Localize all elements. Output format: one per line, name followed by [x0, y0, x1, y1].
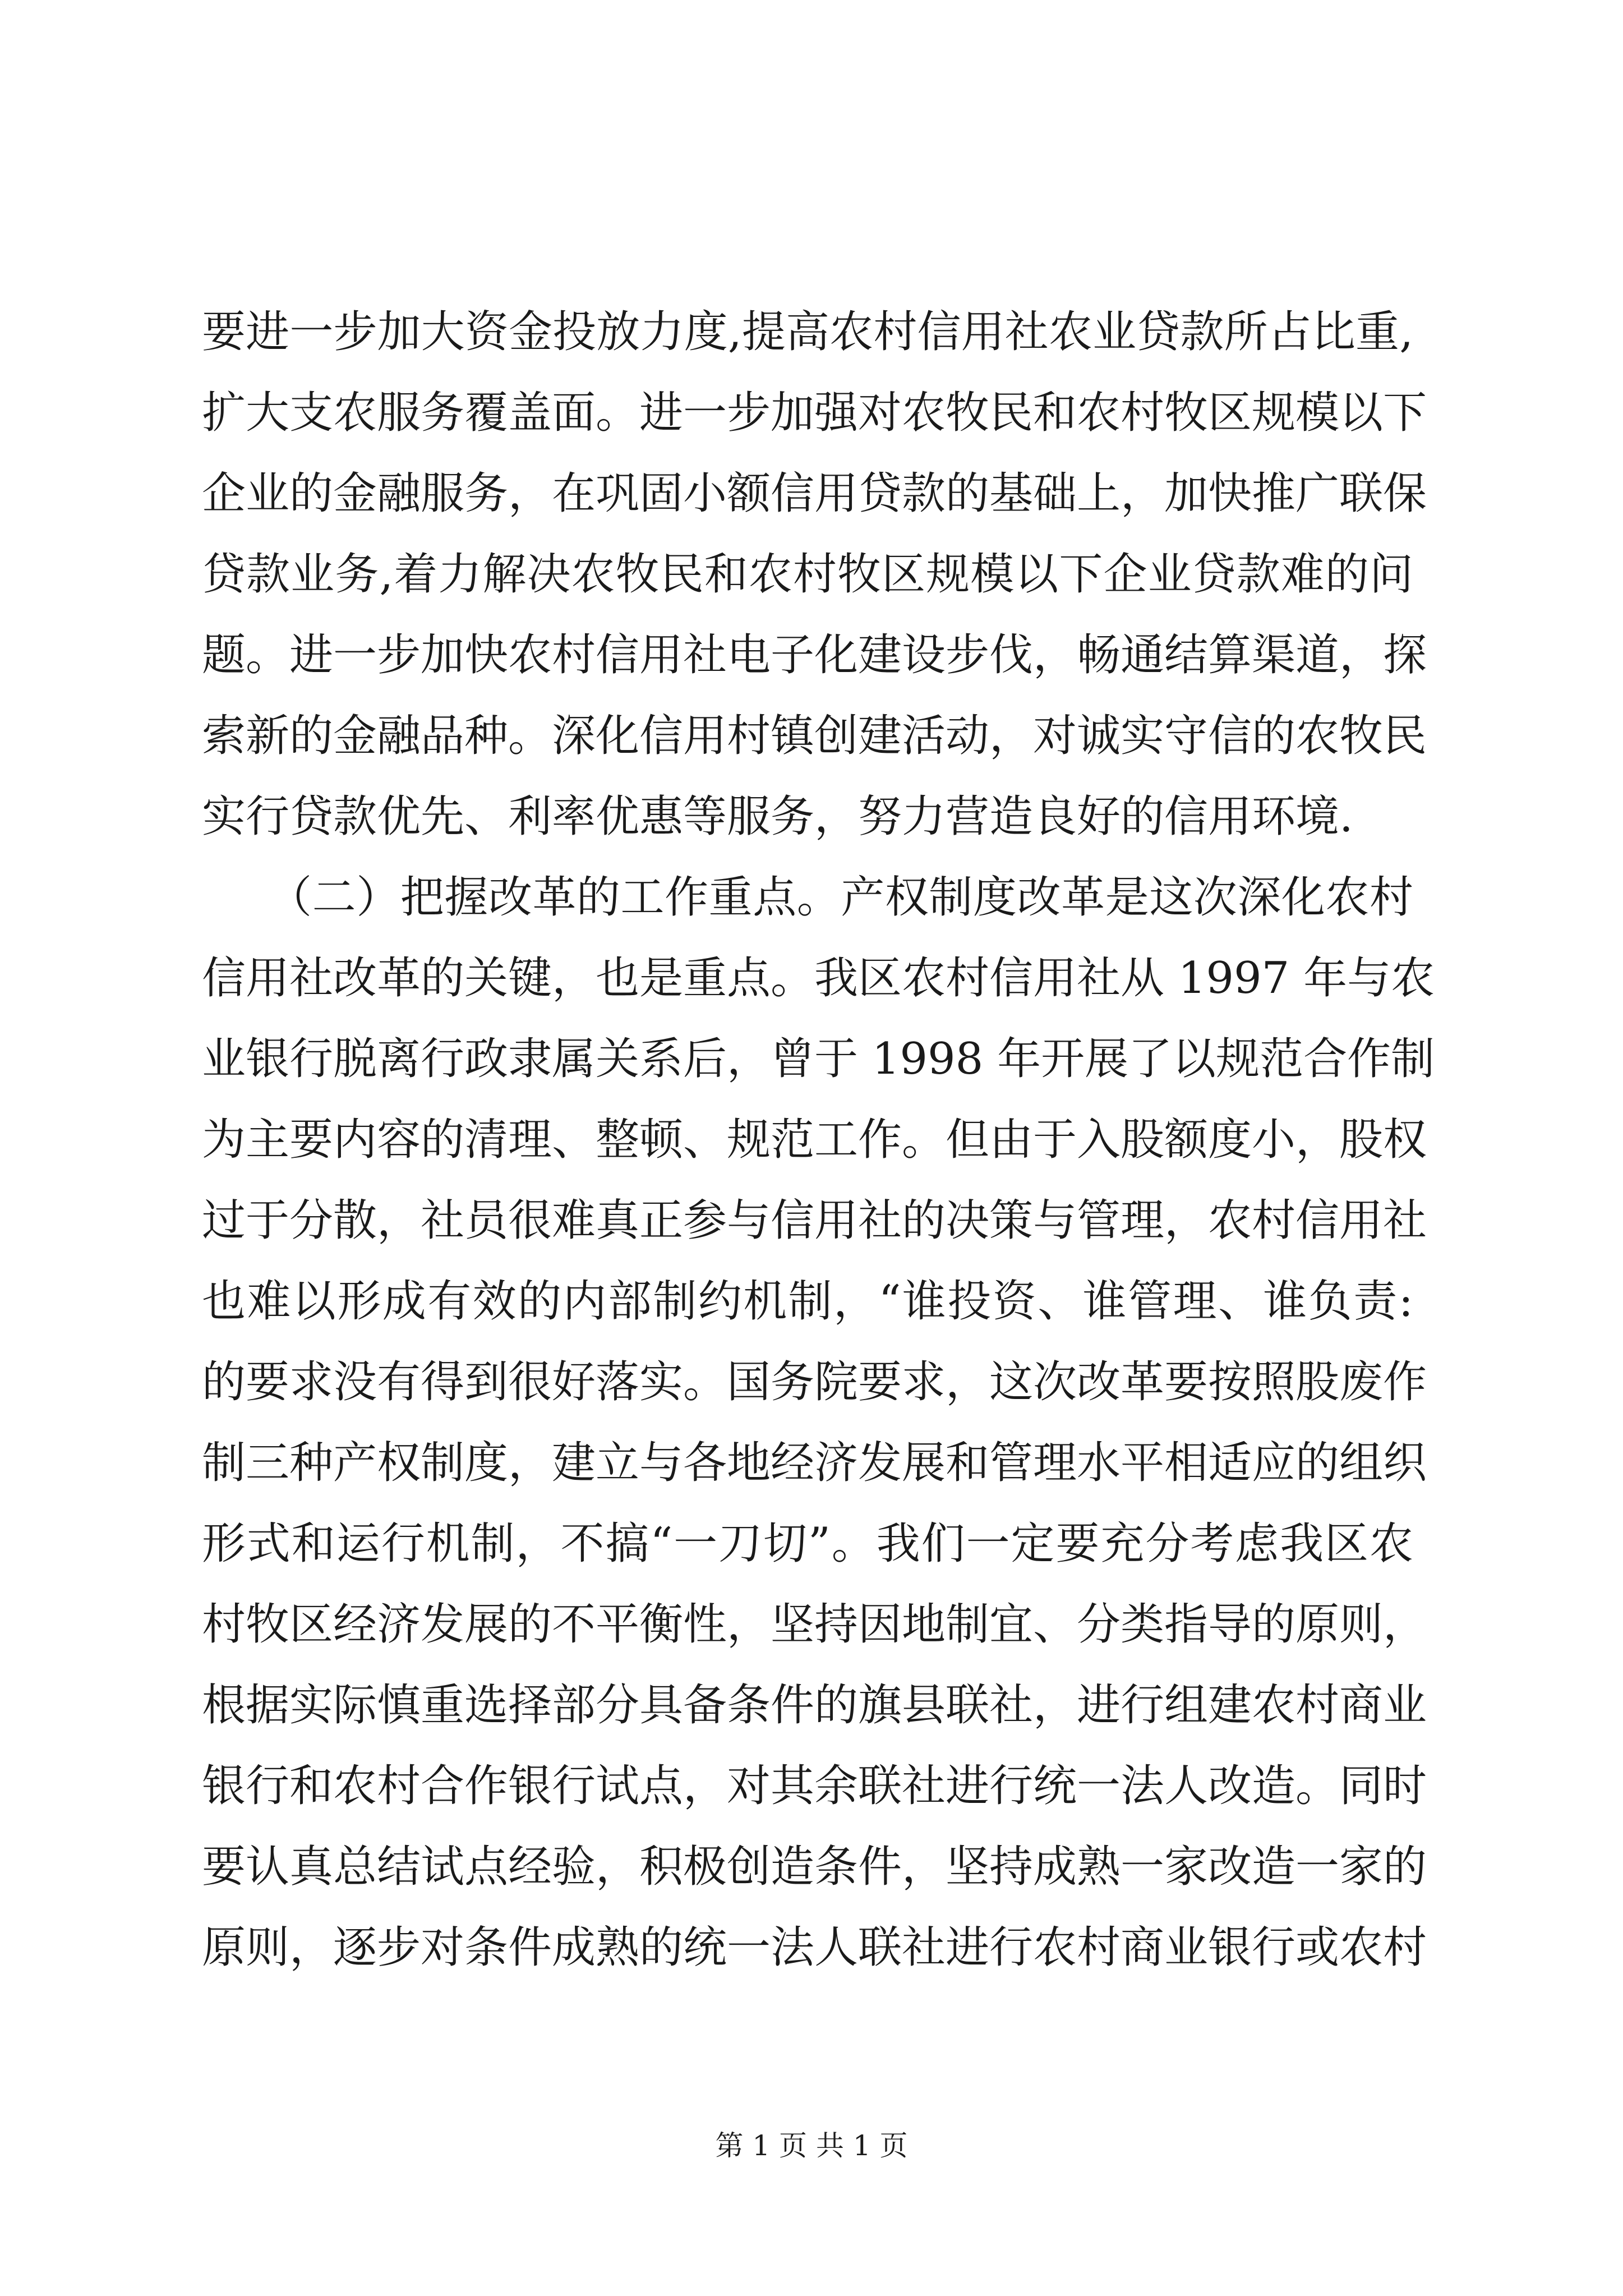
text-line: 信用社改革的关键，也是重点。我区农村信用社从 1997 年与农: [202, 953, 1435, 1004]
text-line: 业银行脱离行政隶属关系后，曾于 1998 年开展了以规范合作制: [202, 1034, 1435, 1084]
text-line: 要进一步加大资金投放力度,提高农村信用社农业贷款所占比重,: [202, 307, 1413, 357]
body-text: [202, 292, 1435, 1988]
text-line: 为主要内容的清理、整顿、规范工作。但由于入股额度小，股权: [202, 1115, 1427, 1165]
text-line: 形式和运行机制，不搞“一刀切”。我们一定要充分考虑我区农: [202, 1519, 1413, 1569]
text-line: 题。进一步加快农村信用社电子化建设步伐，畅通结算渠道，探: [202, 630, 1427, 680]
text-line: 要认真总结试点经验，积极创造条件，坚持成熟一家改造一家的: [202, 1842, 1427, 1892]
text-line: 制三种产权制度，建立与各地经济发展和管理水平相适应的组织: [202, 1438, 1427, 1488]
text-line: 扩大支农服务覆盖面。进一步加强对农牧民和农村牧区规模以下: [202, 388, 1427, 438]
text-line: 过于分散，社员很难真正参与信用社的决策与管理，农村信用社: [202, 1195, 1427, 1246]
text-line: 的要求没有得到很好落实。国务院要求，这次改革要按照股废作: [202, 1357, 1427, 1407]
text-line: 贷款业务,着力解决农牧民和农村牧区规模以下企业贷款难的问: [202, 549, 1413, 600]
text-line: 实行贷款优先、利率优惠等服务，努力营造良好的信用环境.: [202, 792, 1353, 842]
page-number-label: 第 1 页 共 1 页: [715, 2129, 908, 2162]
text-line: 银行和农村合作银行试点，对其余联社进行统一法人改造。同时: [202, 1761, 1427, 1811]
text-line: 索新的金融品种。深化信用村镇创建活动，对诚实守信的农牧民: [202, 711, 1427, 761]
text-line: （二）把握改革的工作重点。产权制度改革是这次深化农村: [202, 872, 1413, 923]
text-line: 也难以形成有效的内部制约机制，“谁投资、谁管理、谁负责:: [202, 1276, 1413, 1327]
text-line: 原则，逐步对条件成熟的统一法人联社进行农村商业银行或农村: [202, 1922, 1427, 1973]
text-line: 企业的金融服务，在巩固小额信用贷款的基础上，加快推广联保: [202, 468, 1427, 519]
page-footer: [0, 2126, 1623, 2165]
text-line: 根据实际慎重选择部分具备条件的旗县联社，进行组建农村商业: [202, 1680, 1427, 1731]
text-line: 村牧区经济发展的不平衡性，坚持因地制宜、分类指导的原则，: [202, 1599, 1427, 1650]
